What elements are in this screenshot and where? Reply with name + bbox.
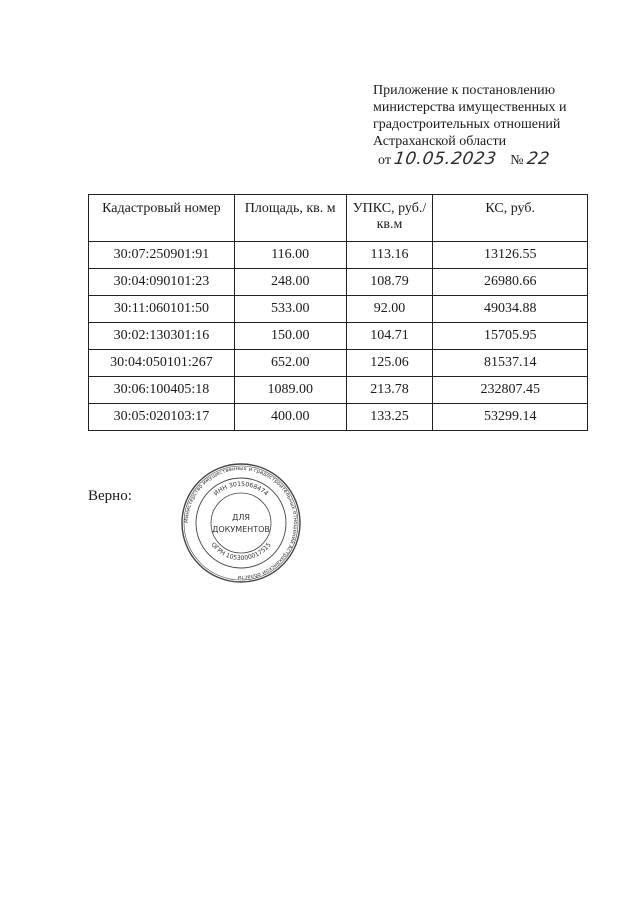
cell-area: 652.00: [234, 350, 346, 377]
order-reference: [373, 151, 623, 171]
cell-upks: 125.06: [346, 350, 433, 377]
cell-ks: 26980.66: [433, 269, 588, 296]
column-header-ks: КС, руб.: [433, 195, 588, 242]
cadastral-table: [88, 194, 588, 431]
cell-ks: 49034.88: [433, 296, 588, 323]
document-header: [373, 82, 623, 171]
cell-cadastral-number: 30:02:130301:16: [89, 323, 235, 350]
order-number-label: №: [510, 153, 524, 168]
header-line-3: градостроительных отношений: [373, 117, 561, 132]
stamp-seal-graphic: [180, 462, 302, 584]
cell-ks: 13126.55: [433, 242, 588, 269]
table-header-row: [89, 195, 588, 242]
order-date-handwritten: 10.05.2023: [393, 149, 499, 169]
column-header-upks: УПКС, руб./кв.м: [346, 195, 433, 242]
cell-area: 150.00: [234, 323, 346, 350]
cell-upks: 133.25: [346, 404, 433, 431]
cell-area: 116.00: [234, 242, 346, 269]
table-row: [89, 242, 588, 269]
certification-label: Верно:: [88, 488, 132, 504]
cell-upks: 108.79: [346, 269, 433, 296]
stamp-inn-text: ИНН 3015068474: [212, 480, 270, 498]
table-row: [89, 323, 588, 350]
table-row: [89, 377, 588, 404]
stamp-ogrn-text: ОГРН 1053000017515: [209, 541, 273, 563]
cell-upks: 113.16: [346, 242, 433, 269]
column-header-area: Площадь, кв. м: [234, 195, 346, 242]
cell-cadastral-number: 30:11:060101:50: [89, 296, 235, 323]
header-line-4: Астраханской области: [373, 134, 507, 149]
order-prefix: от: [378, 153, 391, 168]
cell-cadastral-number: 30:05:020103:17: [89, 404, 235, 431]
official-stamp: [180, 462, 302, 584]
header-line-1: Приложение к постановлению: [373, 83, 556, 98]
cell-ks: 15705.95: [433, 323, 588, 350]
table-row: [89, 269, 588, 296]
cell-area: 400.00: [234, 404, 346, 431]
cell-upks: 104.71: [346, 323, 433, 350]
cell-ks: 53299.14: [433, 404, 588, 431]
cell-area: 1089.00: [234, 377, 346, 404]
column-header-cadastral-number: Кадастровый номер: [89, 195, 235, 242]
cell-area: 248.00: [234, 269, 346, 296]
order-number-handwritten: 22: [525, 149, 552, 169]
cell-area: 533.00: [234, 296, 346, 323]
stamp-outer-ring: [182, 464, 300, 582]
cell-ks: 81537.14: [433, 350, 588, 377]
stamp-inner-ring: [211, 493, 271, 553]
stamp-middle-ring: [196, 478, 286, 568]
table-row: [89, 296, 588, 323]
table-row: [89, 350, 588, 377]
cell-upks: 213.78: [346, 377, 433, 404]
cell-upks: 92.00: [346, 296, 433, 323]
cell-cadastral-number: 30:07:250901:91: [89, 242, 235, 269]
cell-ks: 232807.45: [433, 377, 588, 404]
table-row: [89, 404, 588, 431]
header-line-2: министерства имущественных и: [373, 100, 567, 115]
cell-cadastral-number: 30:04:090101:23: [89, 269, 235, 296]
cell-cadastral-number: 30:04:050101:267: [89, 350, 235, 377]
stamp-outer-text: Министерство имущественных и градостроительных отношений Астраханской области: [183, 465, 299, 581]
stamp-center-line-2: ДОКУМЕНТОВ: [212, 525, 270, 534]
stamp-center-line-1: ДЛЯ: [232, 513, 250, 522]
cell-cadastral-number: 30:06:100405:18: [89, 377, 235, 404]
